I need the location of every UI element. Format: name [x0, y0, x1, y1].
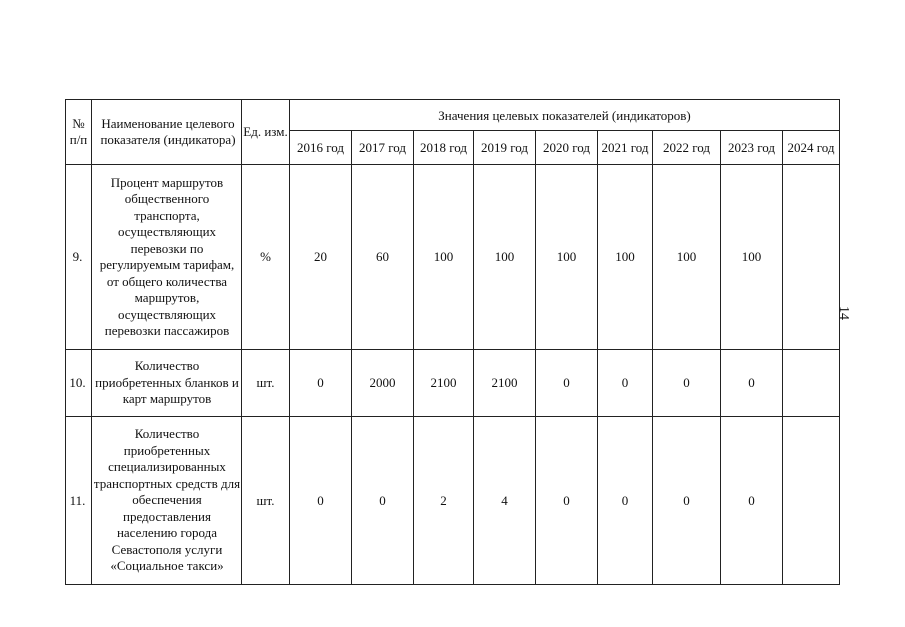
- value-2019: 2100: [474, 350, 536, 417]
- table-row: [66, 417, 840, 585]
- header-values-group: Значения целевых показателей (индикаторов): [290, 100, 840, 131]
- value-2020: 0: [536, 350, 598, 417]
- table-row: [66, 165, 840, 350]
- value-2018: 2: [414, 417, 474, 585]
- value-2017: 0: [352, 417, 414, 585]
- value-2016: 0: [290, 350, 352, 417]
- row-indicator-name: Процент маршрутов общественного транспорта, осуществляющих перевозки по регулируемым тарифам, от общего количества маршрутов, осуществляющих перевозки пассажиров: [92, 165, 242, 350]
- page-number: 14: [836, 306, 851, 320]
- value-2019: 4: [474, 417, 536, 585]
- value-2020: 100: [536, 165, 598, 350]
- header-year-2022: 2022 год: [653, 131, 721, 165]
- header-year-2018: 2018 год: [414, 131, 474, 165]
- value-2024: [783, 350, 840, 417]
- table-header: [66, 100, 840, 165]
- row-unit: %: [242, 165, 290, 350]
- value-2016: 20: [290, 165, 352, 350]
- header-year-2021: 2021 год: [598, 131, 653, 165]
- indicators-table: [65, 99, 840, 585]
- value-2023: 0: [721, 350, 783, 417]
- value-2021: 0: [598, 417, 653, 585]
- header-year-2019: 2019 год: [474, 131, 536, 165]
- value-2016: 0: [290, 417, 352, 585]
- value-2018: 2100: [414, 350, 474, 417]
- row-unit: шт.: [242, 350, 290, 417]
- table-row: [66, 350, 840, 417]
- value-2019: 100: [474, 165, 536, 350]
- value-2023: 0: [721, 417, 783, 585]
- row-indicator-name: Количество приобретенных бланков и карт маршрутов: [92, 350, 242, 417]
- value-2017: 60: [352, 165, 414, 350]
- row-number: 9.: [66, 165, 92, 350]
- value-2022: 100: [653, 165, 721, 350]
- value-2021: 100: [598, 165, 653, 350]
- value-2018: 100: [414, 165, 474, 350]
- value-2024: [783, 417, 840, 585]
- value-2021: 0: [598, 350, 653, 417]
- row-number: 10.: [66, 350, 92, 417]
- header-year-2023: 2023 год: [721, 131, 783, 165]
- value-2022: 0: [653, 417, 721, 585]
- value-2017: 2000: [352, 350, 414, 417]
- header-name: Наименование целевого показателя (индикатора): [92, 100, 242, 165]
- value-2023: 100: [721, 165, 783, 350]
- header-year-2024: 2024 год: [783, 131, 840, 165]
- value-2024: [783, 165, 840, 350]
- header-year-2016: 2016 год: [290, 131, 352, 165]
- header-number: № п/п: [66, 100, 92, 165]
- row-number: 11.: [66, 417, 92, 585]
- value-2020: 0: [536, 417, 598, 585]
- header-year-2017: 2017 год: [352, 131, 414, 165]
- header-unit: Ед. изм.: [242, 100, 290, 165]
- row-indicator-name: Количество приобретенных специализированных транспортных средств для обеспечения предоставления населению города Севастополя услуги «Социальное такси»: [92, 417, 242, 585]
- header-year-2020: 2020 год: [536, 131, 598, 165]
- row-unit: шт.: [242, 417, 290, 585]
- value-2022: 0: [653, 350, 721, 417]
